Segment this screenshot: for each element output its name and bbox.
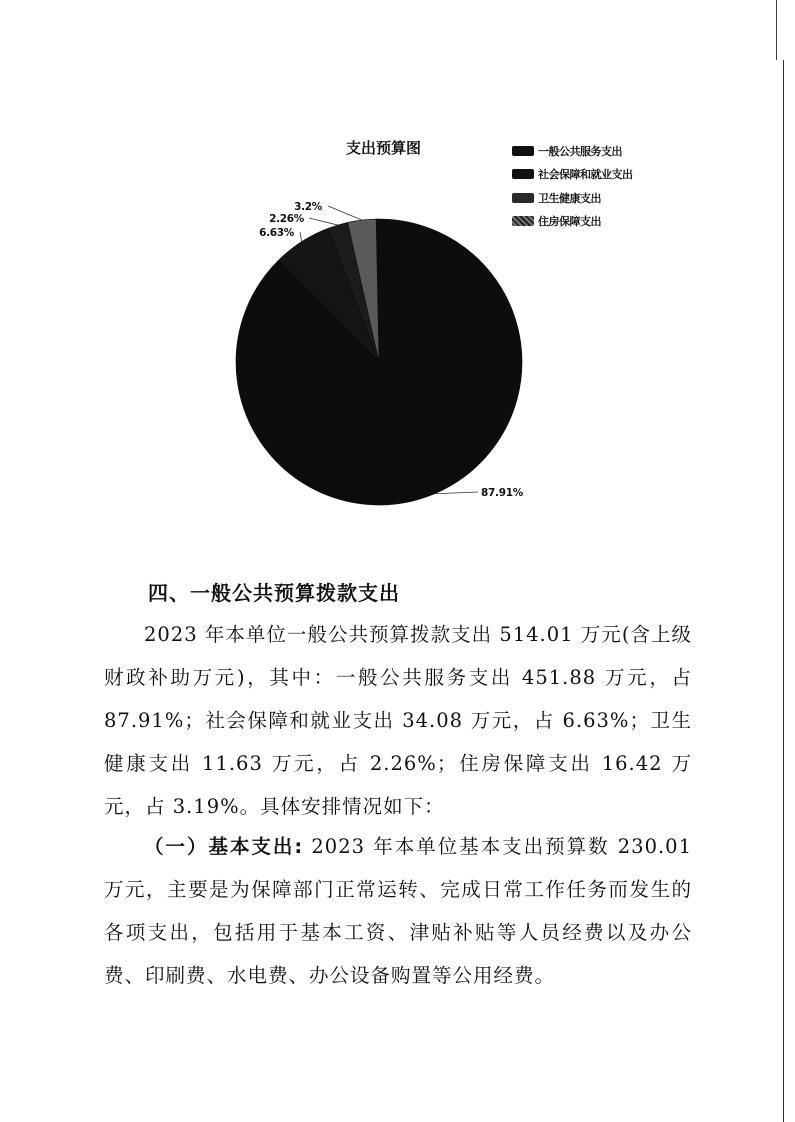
leader-line: [435, 492, 478, 494]
section-heading: 四、一般公共预算拨款支出: [148, 581, 400, 605]
pie-chart: [0, 0, 795, 560]
slice-data-label: 6.63%: [259, 227, 294, 239]
leader-line: [309, 218, 338, 225]
slice-data-label: 3.2%: [294, 201, 322, 213]
paragraph-lead: （一）基本支出:: [144, 835, 304, 858]
chart-title: 支出预算图: [346, 139, 422, 157]
legend-label: 社会保障和就业支出: [538, 168, 633, 182]
legend-label: 住房保障支出: [538, 215, 601, 229]
paragraph-body: 2023 年本单位基本支出预算数 230.01 万元，主要是为保障部门正常运转、完成日常工作任务而发生的各项支出，包括用于基本工资、津贴补贴等人员经费以及办公费、印刷费、水电费、办公设备购置等公用经费。: [104, 835, 692, 987]
slice-data-label: 87.91%: [481, 487, 523, 499]
leader-line: [328, 206, 362, 220]
legend-label: 一般公共服务支出: [538, 144, 622, 158]
slice-data-label: 2.26%: [269, 213, 304, 225]
paragraph: [104, 825, 692, 997]
leader-line: [300, 232, 302, 242]
paragraph: 2023 年本单位一般公共预算拨款支出 514.01 万元(含上级财政补助万元)，其中：一般公共服务支出 451.88 万元，占 87.91%；社会保障和就业支出 34.08 万元，占 6.63%；卫生健康支出 11.63 万元，占 2.26%；住房保障支出 16.42 万元，占 3.19%。具体安排情况如下：: [104, 623, 692, 818]
legend-label: 卫生健康支出: [538, 191, 601, 205]
